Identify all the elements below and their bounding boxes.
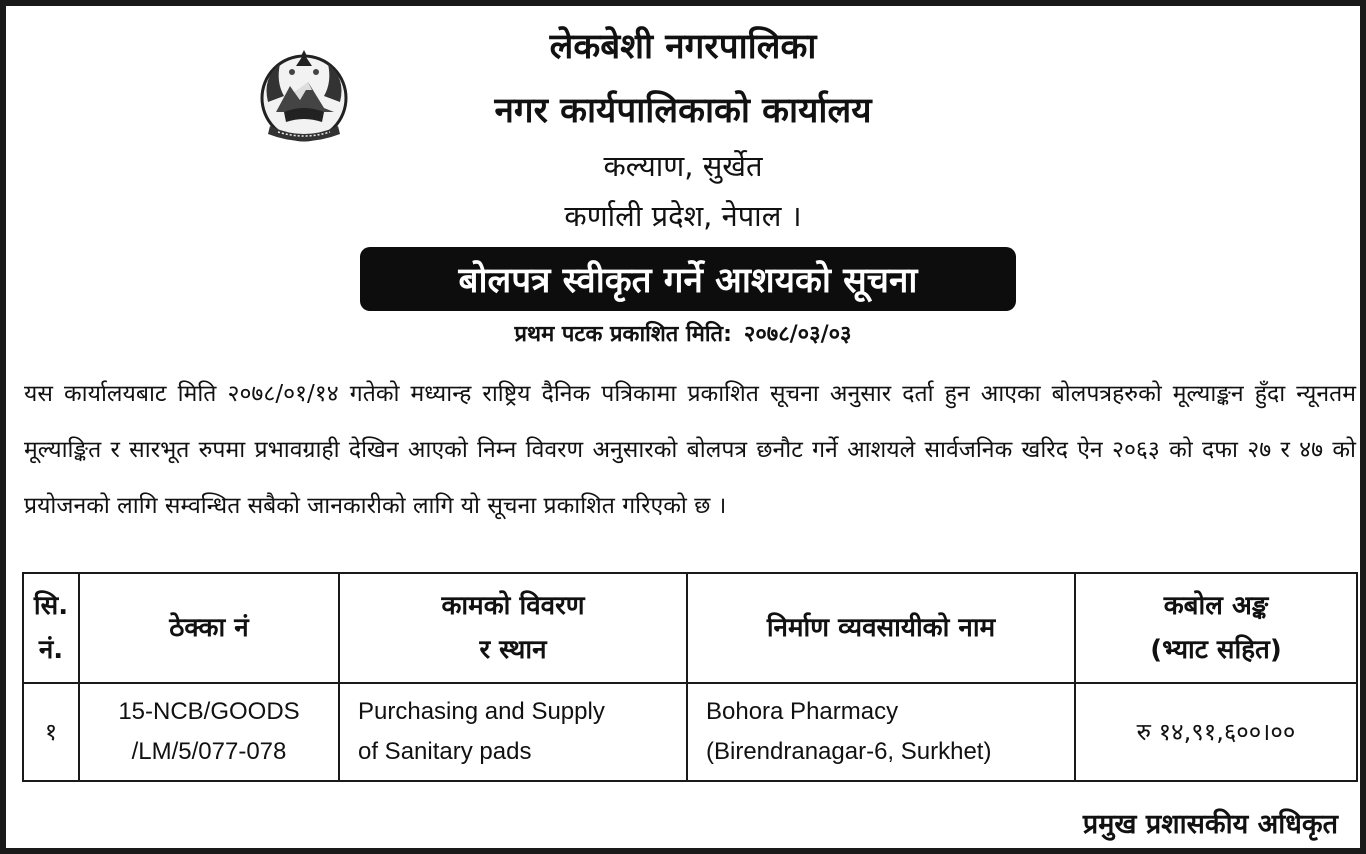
header-amount-line1: कबोल अङ्क [1163, 591, 1269, 621]
office-location: कल्याण, सुर्खेत [603, 149, 763, 183]
office-province: कर्णाली प्रदेश, नेपाल । [564, 199, 802, 233]
header-sn [23, 573, 79, 683]
cell-amount: रु १४,९१,६००।०० [1075, 683, 1357, 781]
cell-description [339, 683, 687, 781]
cell-contractor-line1: Bohora Pharmacy [706, 698, 899, 725]
cell-desc-line2: of Sanitary pads [358, 738, 532, 765]
cell-desc-line1: Purchasing and Supply [358, 698, 605, 725]
table-header-row [23, 573, 1357, 683]
notice-body: यस कार्यालयबाट मिति २०७८/०१/१४ गतेको मध्यान्ह राष्ट्रिय दैनिक पत्रिकामा प्रकाशित सूचना अनुसार दर्ता हुन आएका बोलपत्रहरुको मूल्याङ्कन हुँदा न्यूनतम मूल्याङ्कित र सारभूत रुपमा प्रभावग्राही देखिन आएको निम्न विवरण अनुसारको बोलपत्र छनौट गर्ने आशयले सार्वजनिक खरिद ऐन २०६३ को दफा २७ र ४७ को प्रयोजनको लागि सम्वन्धित सबैको जानकारीको लागि यो सूचना प्रकाशित गरिएको छ । [24, 381, 1356, 519]
notice-title: बोलपत्र स्वीकृत गर्ने आशयको सूचना [360, 247, 1016, 311]
header-contract-no: ठेक्का नं [79, 573, 339, 683]
office-name: नगर कार्यपालिकाको कार्यालय [494, 91, 872, 131]
signature-title: प्रमुख प्रशासकीय अधिकृत [1082, 809, 1338, 840]
header-description-line1: कामको विवरण [441, 591, 585, 621]
publication-label: प्रथम पटक प्रकाशित मिति: [514, 322, 732, 347]
header-amount-line2: (भ्याट सहित) [1150, 635, 1282, 665]
cell-contract-line2: /LM/5/077-078 [131, 738, 287, 765]
cell-contract-line1: 15-NCB/GOODS [118, 698, 300, 725]
table-row [23, 683, 1357, 781]
header-description [339, 573, 687, 683]
publication-info [6, 318, 1360, 348]
cell-sn: १ [23, 683, 79, 781]
header-description-line2: र स्थान [479, 635, 547, 665]
bid-table [22, 572, 1358, 782]
cell-contract-no [79, 683, 339, 781]
publication-date: २०७८/०३/०३ [743, 322, 852, 347]
header-contractor: निर्माण व्यवसायीको नाम [687, 573, 1075, 683]
header-sn-line2: नं. [38, 635, 64, 665]
cell-contractor-line2: (Birendranagar-6, Surkhet) [706, 738, 992, 765]
header-amount [1075, 573, 1357, 683]
header-sn-line1: सि. [33, 591, 69, 621]
municipality-name: लेकबेशी नगरपालिका [549, 27, 817, 67]
cell-contractor [687, 683, 1075, 781]
